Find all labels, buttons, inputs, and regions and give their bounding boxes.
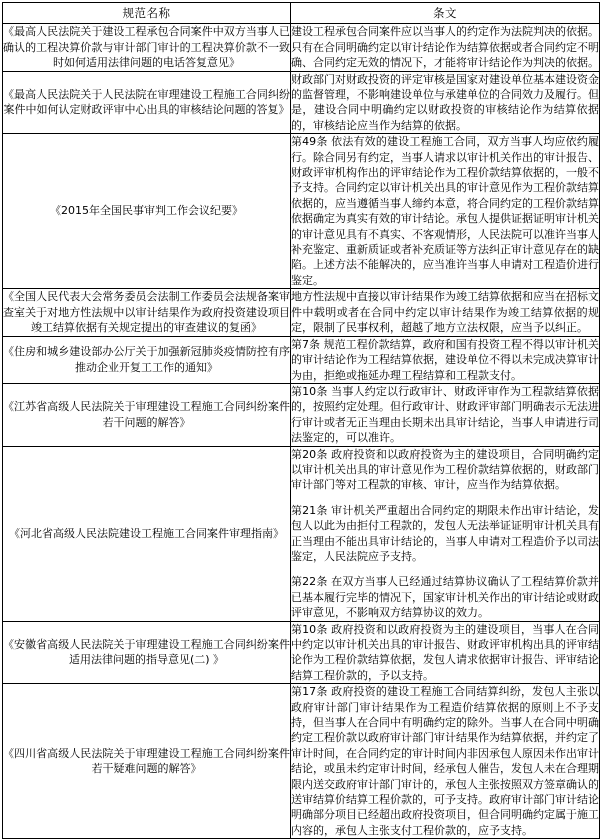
provision-text-cell [291,336,600,383]
table-row [3,24,600,72]
norm-name-text: 《最高人民法院关于建设工程承包合同案件中双方当事人已确认的工程决算价款与审计部门审计的工程决算价款不一致时如何适用法律问题的电话答复意见》 [3,25,290,69]
provision-text-cell [291,383,600,446]
table-row [3,336,600,383]
norm-name-cell [3,336,291,383]
norm-name-cell [3,71,291,134]
table-row [3,289,600,337]
provision-text-cell [291,684,600,839]
provision-paragraph: 第21条 审计机关严重超出合同约定的期限未作出审计结论，发包人以此为由拒付工程款的，发包人无法举证证明审计机关具有正当理由不能出具审计结论的，当事人申请对工程造价予以司法鉴定，人民法院应予支持。 [291,503,599,563]
norm-name-cell [3,289,291,337]
norm-name-text: 《最高人民法院关于人民法院在审理建设工程施工合同纠纷案件中如何认定财政评审中心出具的审核结论问题的答复》 [3,87,290,117]
table-header [3,3,600,24]
provision-text-cell [291,289,600,337]
provision-paragraph: 财政部门对财政投资的评定审核是国家对建设单位基本建设资金的监督管理，不影响建设单位与承建单位的合同效力及履行。但是，建设合同中明确约定以财政投资的审核结论作为结算依据的，审核结论应当作为结算的依据。 [291,72,599,132]
table-row [3,446,600,621]
table-row [3,383,600,446]
provision-paragraph: 地方性法规中直接以审计结果作为竣工结算依据和应当在招标文件中载明或者在合同中约定以审计结果作为竣工结算依据的规定，限制了民事权利，超越了地方立法权限，应当予以纠正。 [291,290,599,335]
provision-text-cell [291,24,600,72]
provision-text-cell [291,621,600,684]
table-row [3,134,600,289]
column-header-provision-text: 条文 [291,3,600,24]
norm-name-cell [3,24,291,72]
table-row [3,684,600,839]
provision-paragraph: 第17条 政府投资的建设工程施工合同结算纠纷，发包人主张以政府审计部门审计结果作为工程造价结算依据的原则上不予支持，但当事人在合同中有明确约定的除外。当事人在合同中明确约定工程价款以政府审计部门审计结果作为结算依据，并约定了审计时间，在合同约定的审计时间内非因承包人原因未作出审计结论，或虽未约定审计时间，经承包人催告，发包人未在合理期限内送交政府审计部门审计的，承包人主张按照双方签章确认的送审结算价结算工程价款的，可予支持。政府审计部门审计结论明确部分项目已经超出政府投资项目，但合同明确约定属于施工内容的，承包人主张支付工程价款的，应予支持。 [291,685,599,837]
norms-table [2,2,600,839]
norm-name-cell [3,134,291,289]
norm-name-text: 《安徽省高级人民法院关于审理建设工程施工合同纠纷案件适用法律问题的指导意见(二) 》 [3,637,290,667]
norm-name-cell [3,684,291,839]
table-row [3,71,600,134]
norm-name-cell [3,383,291,446]
norm-name-text: 《全国人民代表大会常务委员会法制工作委员会法规备案审查室关于对地方性法规中以审计结果作为政府投资建设项目竣工结算依据有关规定提出的审查建议的复函》 [3,290,290,335]
provision-paragraph: 第7条 规范工程价款结算，政府和国有投资工程不得以审计机关的审计结论作为工程结算依据，建设单位不得以未完成决算审计为由，拒绝或拖延办理工程结算和工程款支付。 [291,337,599,382]
norm-name-text: 《四川省高级人民法院关于审理建设工程施工合同纠纷案件若干疑难问题的解答》 [3,746,290,776]
provision-text-cell [291,71,600,134]
table-body [3,24,600,839]
norm-name-text: 《江苏省高级人民法院关于审理建设工程施工合同纠纷案件若干问题的解答》 [3,400,290,429]
provision-paragraph: 建设工程承包合同案件应以当事人的约定作为法院判决的依据。只有在合同明确约定以审计结论作为结算依据或者合同约定不明确、合同约定无效的情况下，才能将审计结论作为判决的依据。 [291,25,599,69]
norm-name-text: 《2015年全国民事审判工作会议纪要》 [50,204,243,218]
column-header-norm-name: 规范名称 [3,3,291,24]
norm-name-cell [3,621,291,684]
provision-paragraph: 第20条 政府投资和以政府投资为主的建设项目，合同明确约定以审计机关出具的审计意见作为工程价款结算依据的，财政部门审计部门等对工程款的审核、审计，应当作为结算依据。 [291,447,599,492]
provision-paragraph: 第22条 在双方当事人已经通过结算协议确认了工程结算价款并已基本履行完毕的情况下，国家审计机关作出的审计结论或财政评审意见，不影响双方结算协议的效力。 [291,575,599,620]
provision-paragraph: 第10条 政府投资和以政府投资为主的建设项目，当事人在合同中约定以审计机关出具的审计报告、财政评审机构出具的评审结论作为工程价款结算依据，发包人请求依据审计报告、评审结论结算工程价款的，予以支持。 [291,622,599,682]
table-header-row [3,3,600,24]
provision-text-cell [291,134,600,289]
provision-paragraph: 第49条 依法有效的建设工程施工合同，双方当事人均应依约履行。除合同另有约定，当事人请求以审计机关作出的审计报告、财政评审机构作出的评审结论作为工程价款结算依据的，一般不予支持。合同约定以审计机关出具的审计意见作为工程价款结算依据的，应当遵循当事人缔约本意，将合同约定的工程价款结算依据确定为真实有效的审计结论。承包人提供证据证明审计机关的审计意见具有不真实、不客观情形，人民法院可以准许当事人补充鉴定、重新质证或者补充质证等方法纠正审计意见存在的缺陷。上述方法不能解决的，应当准许当事人申请对工程造价进行鉴定。 [291,135,599,287]
provision-paragraph: 第10条 当事人约定以行政审计、财政评审作为工程款结算依据的，按照约定处理。但行政审计、财政评审部门明确表示无法进行审计或者无正当理由长期未出具审计结论，当事人申请进行司法鉴定的，可以准许。 [291,384,599,445]
norm-name-text: 《住房和城乡建设部办公厅关于加强新冠肺炎疫情防控有序推动企业开复工工作的通知》 [3,345,290,374]
norm-name-text: 《河北省高级人民法院建设工程施工合同案件审理指南》 [9,526,284,540]
norm-name-cell [3,446,291,621]
provision-text-cell [291,446,600,621]
table-row [3,621,600,684]
